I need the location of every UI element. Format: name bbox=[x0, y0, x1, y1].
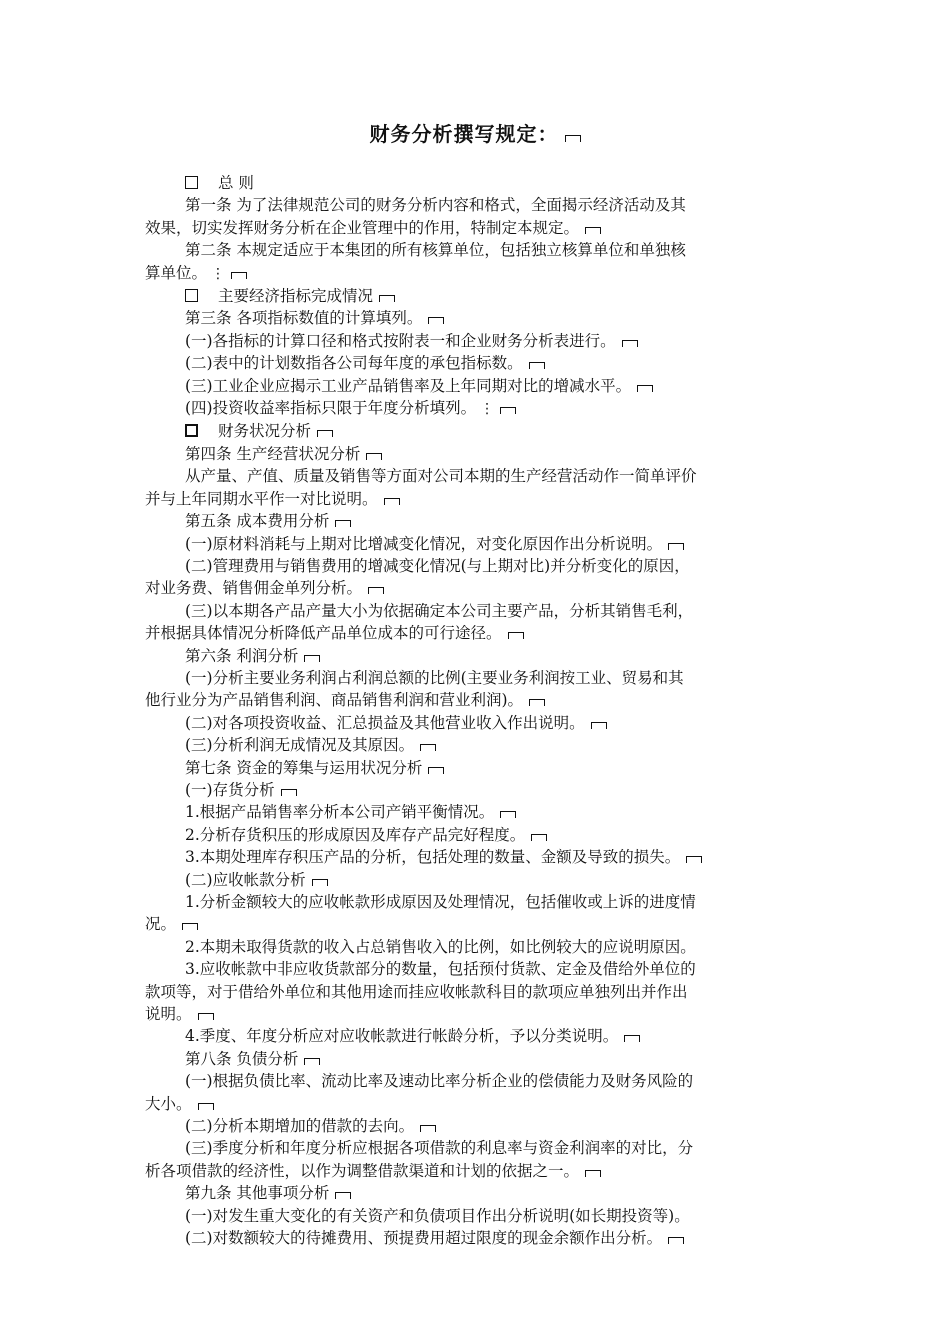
text-line bbox=[145, 465, 810, 487]
line-text: 3.应收帐款中非应收货款部分的数量，包括预付货款、定金及借给外单位的 bbox=[185, 960, 696, 979]
text-line bbox=[145, 533, 810, 555]
text-line bbox=[145, 488, 810, 510]
checkbox-square-icon bbox=[185, 424, 198, 437]
text-line bbox=[145, 712, 810, 734]
section-heading bbox=[145, 285, 810, 307]
line-text: 他行业分为产品销售利润、商品销售利润和营业利润)。 bbox=[145, 691, 524, 710]
text-line bbox=[145, 1227, 810, 1249]
paragraph-mark-icon bbox=[668, 1237, 684, 1244]
text-line bbox=[145, 194, 810, 216]
line-text: 第九条 其他事项分析 bbox=[185, 1184, 330, 1203]
text-line bbox=[145, 375, 810, 397]
text-line bbox=[145, 330, 810, 352]
paragraph-mark-icon bbox=[529, 699, 545, 706]
paragraph-mark-icon bbox=[500, 407, 516, 414]
paragraph-mark-icon bbox=[529, 362, 545, 369]
line-text: (一)分析主要业务利润占利润总额的比例(主要业务利润按工业、贸易和其 bbox=[185, 668, 684, 687]
paragraph-mark-icon bbox=[500, 811, 516, 818]
paragraph-mark-icon bbox=[182, 923, 198, 930]
line-text: (一)存货分析 bbox=[185, 780, 275, 799]
line-text: (一)对发生重大变化的有关资产和负债项目作出分析说明(如长期投资等)。 bbox=[185, 1206, 690, 1225]
text-line bbox=[145, 307, 810, 329]
line-text: (二)对各项投资收益、汇总损益及其他营业收入作出说明。 bbox=[185, 713, 585, 732]
line-text: 2.分析存货积压的形成原因及库存产品完好程度。 bbox=[185, 825, 526, 844]
text-line bbox=[145, 577, 810, 599]
text-line bbox=[145, 958, 810, 980]
paragraph-mark-icon bbox=[304, 655, 320, 662]
text-line bbox=[145, 622, 810, 644]
line-text: 析各项借款的经济性，以作为调整借款渠道和计划的依据之一。 bbox=[145, 1161, 580, 1180]
text-line bbox=[145, 779, 810, 801]
document-title bbox=[0, 118, 950, 147]
line-text: 大小。 bbox=[145, 1094, 192, 1113]
text-line bbox=[145, 352, 810, 374]
text-line bbox=[145, 667, 810, 689]
line-text: 财务状况分析 bbox=[218, 422, 312, 441]
text-line bbox=[145, 734, 810, 756]
paragraph-mark-icon bbox=[591, 722, 607, 729]
document-body bbox=[145, 172, 810, 1250]
text-line bbox=[145, 397, 810, 420]
paragraph-mark-icon bbox=[304, 1058, 320, 1065]
line-text: (二)分析本期增加的借款的去向。 bbox=[185, 1117, 415, 1136]
paragraph-mark-icon bbox=[368, 587, 384, 594]
line-text: 第七条 资金的筹集与运用状况分析 bbox=[185, 758, 423, 777]
text-line bbox=[145, 1160, 810, 1182]
line-text: 说明。 bbox=[145, 1005, 192, 1024]
text-line bbox=[145, 757, 810, 779]
line-text: 款项等，对于借给外单位和其他用途而挂应收帐款科目的款项应单独列出并作出 bbox=[145, 982, 688, 1001]
text-line bbox=[145, 239, 810, 261]
text-line bbox=[145, 981, 810, 1003]
line-text: (三)以本期各产品产量大小为依据确定本公司主要产品，分析其销售毛利， bbox=[185, 601, 694, 620]
paragraph-mark-icon bbox=[231, 272, 247, 279]
paragraph-mark-icon bbox=[198, 1013, 214, 1020]
line-text: 效果，切实发挥财务分析在企业管理中的作用，特制定本规定。 bbox=[145, 218, 580, 237]
text-line bbox=[145, 1048, 810, 1070]
text-line bbox=[145, 1205, 810, 1227]
line-text: (三)季度分析和年度分析应根据各项借款的利息率与资金利润率的对比，分 bbox=[185, 1139, 694, 1158]
line-text: 从产量、产值、质量及销售等方面对公司本期的生产经营活动作一简单评价 bbox=[185, 467, 697, 486]
line-text: 1.分析金额较大的应收帐款形成原因及处理情况，包括催收或上诉的进度情 bbox=[185, 893, 696, 911]
line-text: (二)表中的计划数指各公司每年度的承包指标数。 bbox=[185, 354, 523, 373]
text-line bbox=[145, 801, 810, 823]
line-text: 总 则 bbox=[218, 174, 254, 192]
paragraph-mark-icon bbox=[366, 453, 382, 460]
line-text: (二)管理费用与销售费用的增减变化情况(与上期对比)并分析变化的原因， bbox=[185, 556, 690, 575]
vertical-dots-icon: ⋮ bbox=[211, 265, 226, 282]
line-text: 4.季度、年度分析应对应收帐款进行帐龄分析，予以分类说明。 bbox=[185, 1027, 619, 1046]
paragraph-mark-icon bbox=[428, 767, 444, 774]
text-line bbox=[145, 846, 810, 868]
text-line bbox=[145, 1115, 810, 1137]
text-line bbox=[145, 913, 810, 935]
line-text: (一)各指标的计算口径和格式按附表一和企业财务分析表进行。 bbox=[185, 331, 616, 350]
line-text: (二)对数额较大的待摊费用、预提费用超过限度的现金余额作出分析。 bbox=[185, 1229, 663, 1248]
line-text: 1.根据产品销售率分析本公司产销平衡情况。 bbox=[185, 803, 495, 822]
line-text: 第二条 本规定适应于本集团的所有核算单位，包括独立核算单位和单独核 bbox=[185, 241, 686, 260]
paragraph-mark-icon bbox=[379, 295, 395, 302]
line-text: 2.本期未取得货款的收入占总销售收入的比例，如比例较大的应说明原因。 bbox=[185, 937, 696, 956]
text-line bbox=[145, 555, 810, 577]
line-text: 第一条 为了法律规范公司的财务分析内容和格式，全面揭示经济活动及其 bbox=[185, 196, 686, 215]
line-text: 第五条 成本费用分析 bbox=[185, 512, 330, 531]
paragraph-mark-icon bbox=[428, 317, 444, 324]
text-line bbox=[145, 443, 810, 465]
paragraph-mark-icon bbox=[668, 543, 684, 550]
paragraph-mark-icon bbox=[686, 856, 702, 863]
document-title-text: 财务分析撰写规定： bbox=[369, 122, 559, 146]
paragraph-mark-icon bbox=[312, 879, 328, 886]
line-text: 第四条 生产经营状况分析 bbox=[185, 444, 361, 463]
checkbox-square-icon bbox=[185, 176, 198, 189]
paragraph-mark-icon bbox=[335, 520, 351, 527]
line-text: 主要经济指标完成情况 bbox=[218, 287, 374, 306]
line-text: 并与上年同期水平作一对比说明。 bbox=[145, 489, 378, 508]
text-line bbox=[145, 600, 810, 622]
section-heading bbox=[145, 420, 810, 442]
paragraph-mark-icon bbox=[585, 1170, 601, 1177]
text-line bbox=[145, 891, 810, 913]
text-line bbox=[145, 1003, 810, 1025]
text-line bbox=[145, 217, 810, 239]
vertical-dots-icon: ⋮ bbox=[480, 401, 495, 418]
text-line bbox=[145, 1093, 810, 1115]
paragraph-mark-icon bbox=[420, 1125, 436, 1132]
paragraph-mark-icon bbox=[508, 632, 524, 639]
text-line bbox=[145, 262, 810, 285]
text-line bbox=[145, 1070, 810, 1092]
paragraph-mark-icon bbox=[622, 340, 638, 347]
paragraph-mark-icon bbox=[384, 498, 400, 505]
line-text: (三)工业企业应揭示工业产品销售率及上年同期对比的增减水平。 bbox=[185, 376, 632, 395]
line-text: 算单位。 bbox=[145, 263, 208, 282]
text-line bbox=[145, 936, 810, 958]
paragraph-mark-icon bbox=[420, 744, 436, 751]
checkbox-square-icon bbox=[185, 289, 198, 302]
paragraph-mark-icon bbox=[198, 1103, 214, 1110]
line-text: 况。 bbox=[145, 915, 177, 934]
paragraph-mark-icon bbox=[531, 834, 547, 841]
text-line bbox=[145, 689, 810, 711]
line-text: (三)分析利润无成情况及其原因。 bbox=[185, 736, 415, 755]
line-text: 3.本期处理库存积压产品的分析，包括处理的数量、金额及导致的损失。 bbox=[185, 848, 681, 867]
paragraph-mark-icon bbox=[281, 789, 297, 796]
text-line bbox=[145, 869, 810, 891]
line-text: 并根据具体情况分析降低产品单位成本的可行途径。 bbox=[145, 624, 502, 643]
paragraph-mark-icon bbox=[637, 385, 653, 392]
text-line bbox=[145, 1137, 810, 1159]
line-text: (一)根据负债比率、流动比率及速动比率分析企业的偿债能力及财务风险的 bbox=[185, 1072, 694, 1091]
paragraph-mark-icon bbox=[624, 1035, 640, 1042]
text-line bbox=[145, 824, 810, 846]
paragraph-mark-icon bbox=[317, 430, 333, 437]
line-text: 对业务费、销售佣金单列分析。 bbox=[145, 579, 363, 598]
text-line bbox=[145, 510, 810, 532]
line-text: 第三条 各项指标数值的计算填列。 bbox=[185, 309, 423, 328]
text-line bbox=[145, 1182, 810, 1204]
section-heading bbox=[145, 172, 810, 194]
paragraph-mark-icon bbox=[335, 1192, 351, 1199]
text-line bbox=[145, 1025, 810, 1047]
text-line bbox=[145, 645, 810, 667]
line-text: (一)原材料消耗与上期对比增减变化情况，对变化原因作出分析说明。 bbox=[185, 534, 663, 553]
paragraph-mark-icon bbox=[585, 227, 601, 234]
line-text: 第六条 利润分析 bbox=[185, 646, 299, 665]
line-text: (四)投资收益率指标只限于年度分析填列。 bbox=[185, 399, 477, 418]
paragraph-mark-icon bbox=[565, 135, 581, 142]
line-text: 第八条 负债分析 bbox=[185, 1049, 299, 1068]
line-text: (二)应收帐款分析 bbox=[185, 870, 306, 889]
